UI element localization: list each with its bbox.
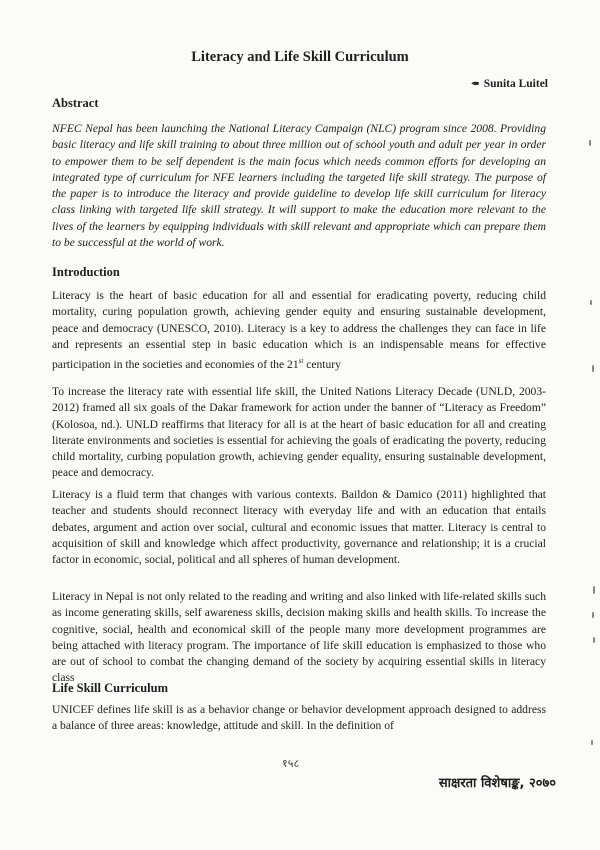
- intro-paragraph-1-end: century: [303, 358, 341, 372]
- scan-mark: [593, 586, 595, 594]
- intro-paragraph-2: To increase the literacy rate with essential life skill, the United Nations Literacy Decade (UNLD, 2003-2012) framed all six goals of the Dakar framework for action under the banner of “Literacy as Freedom” (Kolosoa, nd.). UNLD reaffirms that literacy for all is at the heart of basic education for all and creating literate environments and societies is essential for achieving the goals of eradicating the poverty, reducing child mortality, curbing population growth, achieving gender equality, ensuring sustainable development, peace and democracy.: [52, 385, 546, 480]
- document-title: Literacy and Life Skill Curriculum: [191, 49, 409, 65]
- author-name: Sunita Luitel: [483, 78, 548, 90]
- abstract-text: NFEC Nepal has been launching the National Literacy Campaign (NLC) program since 2008. Providing basic literacy and life skill training to about three million out of school youth and adult per year in order to empower them to be self dependent is the main focus which needs common efforts for developing an integrated type of curriculum for NFE learners including the targeted life skill strategy. The purpose of the paper is to introduce the literacy and provide guideline to develop life skill curriculum for literacy class linking with targeted life skill strategy. It will support to make the education more relevant to the lives of the learners by equipping individuals with skill relevant and appropriate which can prepare them to be successful at the world of work.: [52, 122, 546, 250]
- scan-mark: [592, 612, 594, 618]
- journal-name: साक्षरता विशेषाङ्क, २०७०: [438, 776, 556, 791]
- abstract-heading: Abstract: [52, 96, 99, 110]
- intro-paragraph-4: Literacy in Nepal is not only related to the reading and writing and also linked with life-related skills such as income generating skills, self awareness skills, decision making skills and health skills. To increase the cognitive, social, health and economical skill of the people many more development programmes are being attached with literacy program. The importance of life skill education is emphasized to those who are out of school to combat the changing demand of the society by acquiring essential skills in literacy class: [52, 590, 546, 685]
- scan-mark: [592, 365, 594, 372]
- superscript-st: st: [298, 357, 304, 366]
- author-line: [471, 78, 548, 90]
- life-skill-curriculum-heading: Life Skill Curriculum: [52, 681, 168, 695]
- scan-mark: [590, 300, 592, 305]
- intro-paragraph-1: [52, 288, 546, 373]
- scan-mark: [589, 140, 591, 146]
- page-number: १५८: [282, 757, 300, 770]
- scan-mark: [591, 740, 593, 745]
- intro-paragraph-3: Literacy is a fluid term that changes with various contexts. Baildon & Damico (2011) highlighted that teacher and students should reconnect literacy with everyday life and with an education that entails debates, argument and action over social, cultural and economic issues that matter. Literacy is central to acquisition of skill and knowledge which affect productivity, governance and relationship; it is a crucial factor in economic, social, political and all spheres of human development.: [52, 488, 546, 567]
- scan-mark: [593, 637, 595, 643]
- life-skill-paragraph-1: UNICEF defines life skill is as a behavior change or behavior development approach designed to address a balance of three areas: knowledge, attitude and skill. In the definition of: [52, 703, 546, 733]
- intro-paragraph-1-text: Literacy is the heart of basic education for all and essential for eradicating poverty, reducing child mortality, curing population growth, achieving gender equity and ensuring sustainable development, peace and democracy (UNESCO, 2010). Literacy is a key to address the challenges they can face in life and represents an essential step in basic education which is an indispensable means for effective participation in the societies and economies of the 21: [52, 289, 546, 372]
- pen-icon: ✒: [471, 79, 480, 90]
- introduction-heading: Introduction: [52, 265, 120, 279]
